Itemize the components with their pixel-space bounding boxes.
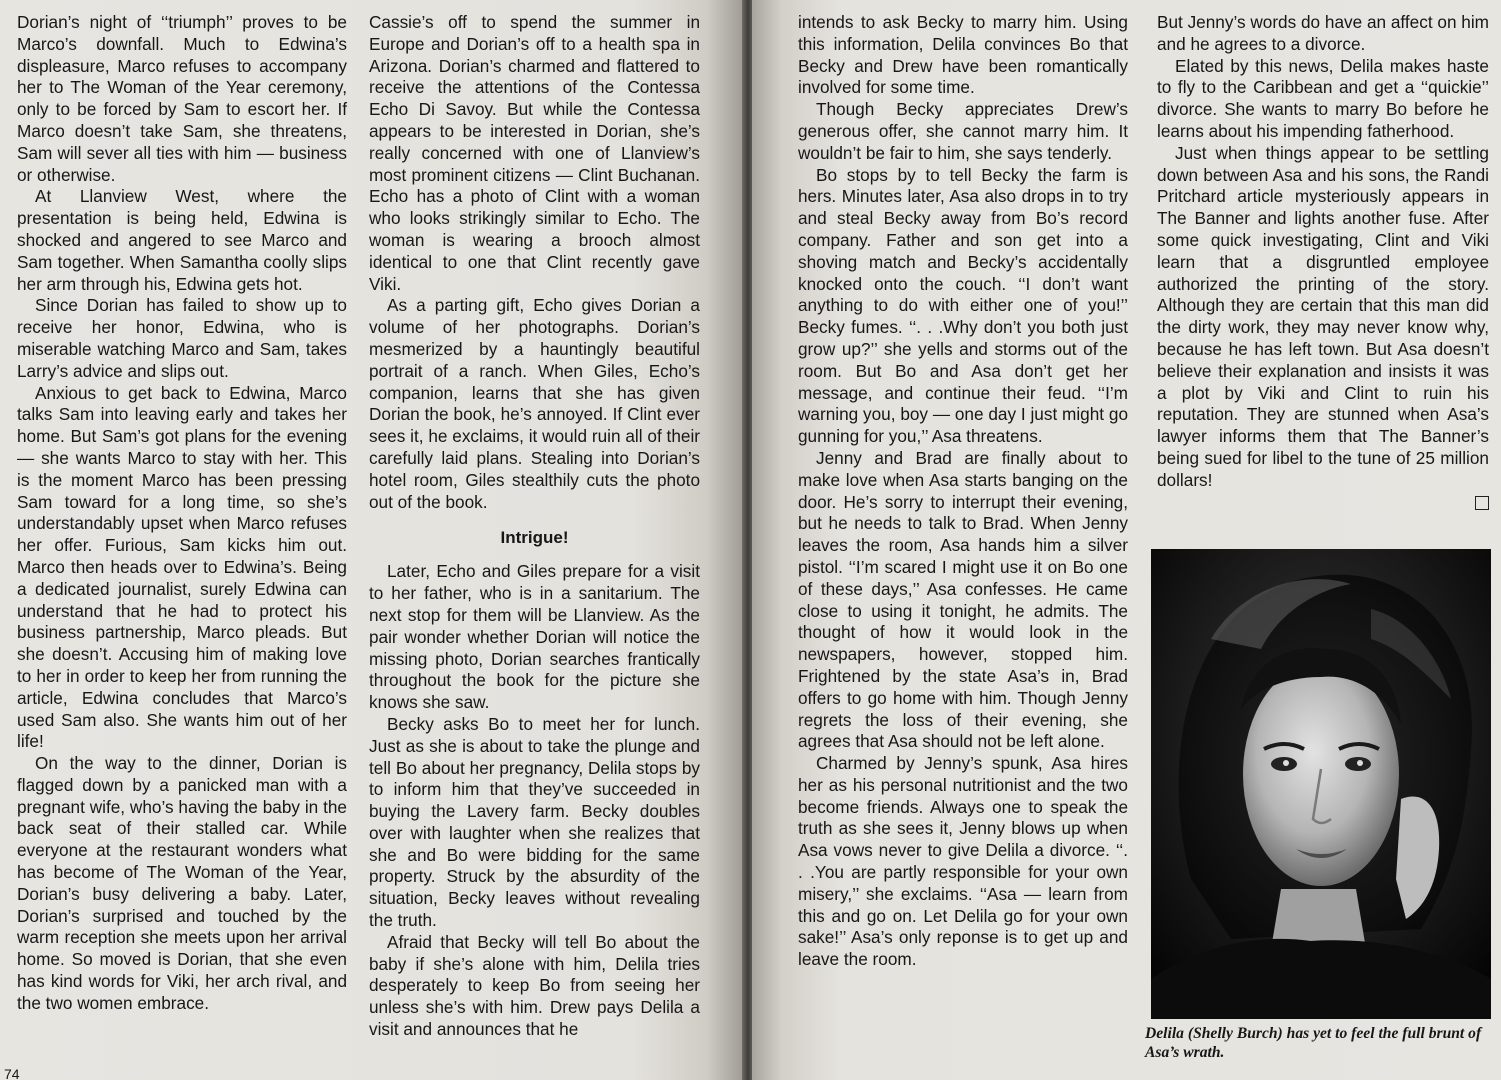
right-page [752, 0, 1501, 1080]
portrait-photo-art [1151, 549, 1491, 1019]
paragraph: Dorian’s night of ‘‘triumph’’ proves to be Marco’s downfall. Much to Edwina’s displeasure, Marco refuses to accompany her to The Woman of the Year ceremony, only to be forced by Sam to escort her. If Marco doesn’t take Sam, she threatens, Sam will sever all ties with him — business or otherwise. [17, 12, 347, 185]
paragraph: Since Dorian has failed to show up to receive her honor, Edwina, who is miserable watching Marco and Sam, takes Larry’s advice and slips out. [17, 295, 347, 381]
paragraph: At Llanview West, where the presentation is being held, Edwina is shocked and angered to see Marco and Sam together. When Samantha coolly slips her arm through his, Edwina gets hot. [17, 186, 347, 294]
left-column-1 [17, 12, 347, 1015]
paragraph: Though Becky appreciates Drew’s generous offer, she cannot marry him. It wouldn’t be fair to him, she says tenderly. [798, 99, 1128, 163]
paragraph: Cassie’s off to spend the summer in Europe and Dorian’s off to a health spa in Arizona. Dorian’s charmed and flattered to receive the attentions of the Contessa Echo Di Savoy. But while the Contessa appears to be interested in Dorian, she’s really concerned with one of Llanview’s most prominent citizens — Clint Buchanan. Echo has a photo of Clint with a woman who looks strikingly similar to Echo. The woman is wearing a brooch almost identical to one that Clint recently gave Viki. [369, 12, 700, 294]
paragraph: Afraid that Becky will tell Bo about the baby if she’s alone with him, Delila tries desperately to keep Bo from seeing her unless she’s with him. Drew pays Delila a visit and announces that he [369, 931, 700, 1040]
paragraph: Anxious to get back to Edwina, Marco talks Sam into leaving early and takes her home. But Sam’s got plans for the evening — she wants Marco to stay with her. This is the moment Marco has been pressing Sam toward for a long time, so she’s understandably upset when Marco refuses her offer. Furious, Sam kicks him out. Marco then heads over to Edwina’s. Being a dedicated journalist, surely Edwina can understand that he had to protect his business partnership, Marco pleads. But she doesn’t. Accusing him of making love to her in order to keep her from running the article, Edwina concludes that Marco’s used Sam also. She wants him out of her life! [17, 382, 347, 752]
page-number: 74 [4, 1066, 20, 1080]
left-page [0, 0, 744, 1080]
end-of-article-box-icon [1475, 496, 1489, 510]
paragraph: Charmed by Jenny’s spunk, Asa hires her as his personal nutritionist and the two become friends. Always one to speak the truth as she sees it, Jenny blows up when Asa vows never to give Delila a divorce. ‘‘. . .You are partly responsible for your own misery,’’ she exclaims. ‘‘Asa — learn from this and go on. Let Delila go for your own sake!’’ Asa’s only reponse is to get up and leave the room. [798, 753, 1128, 970]
section-subhead: Intrigue! [500, 528, 569, 548]
paragraph: Bo stops by to tell Becky the farm is hers. Minutes later, Asa also drops in to try and steal Becky away from Bo’s record company. Father and son get into a shoving match and Becky’s accidentally knocked onto the couch. ‘‘I don’t want anything to do with either one of you!’’ Becky fumes. ‘‘. . .Why don’t you both just grow up?’’ she yells and storms out of the room. But Bo and Asa don’t get her message, and continue their feud. ‘‘I’m warning you, boy — one day I just might go gunning for you,’’ Asa threatens. [798, 164, 1128, 447]
paragraph: Becky asks Bo to meet her for lunch. Just as she is about to take the plunge and tell Bo about her pregnancy, Delila stops by to inform him that they’ve succeeded in buying the Lavery farm. Becky doubles over with laughter when she realizes that she and Bo were bidding for the same property. Struck by the absurdity of the situation, Becky leaves without revealing the truth. [369, 713, 700, 931]
right-column-1 [798, 12, 1128, 971]
paragraph: Just when things appear to be settling down between Asa and his sons, the Randi Pritchard article mysteriously appears in The Banner and lights another fuse. After some quick investigating, Clint and Viki learn that a disgruntled employee authorized the printing of the story. Although they are certain that this man did the dirty work, they may never know why, because he has left town. But Asa doesn’t believe their explanation and insists it was a plot by Viki and Clint to ruin his reputation. They are stunned when Asa’s lawyer informs them that The Banner’s being sued for libel to the tune of 25 million dollars! [1157, 142, 1489, 490]
paragraph: Jenny and Brad are finally about to make love when Asa starts banging on the door. He’s sorry to interrupt their evening, but he needs to talk to Brad. When Jenny leaves the room, Asa hands him a silver pistol. ‘‘I’m scared I might use it on Bo one of these days,’’ Asa confesses. He came close to using it tonight, he admits. The thought of how it would look in the newspapers, however, stopped him. Frightened by the state Asa’s in, Brad offers to go home with him. Though Jenny regrets the loss of their evening, she agrees that Asa should not be left alone. [798, 447, 1128, 752]
paragraph: But Jenny’s words do have an affect on him and he agrees to a divorce. [1157, 12, 1489, 54]
paragraph: On the way to the dinner, Dorian is flagged down by a panicked man with a pregnant wife, who’s having the baby in the back seat of their stalled car. While everyone at the restaurant wonders what has become of The Woman of the Year, Dorian’s busy delivering a baby. Later, Dorian’s surprised and touched by the warm reception she meets upon her arrival home. So moved is Dorian, that she even has kind words for Viki, her arch rival, and the two women embrace. [17, 753, 347, 1013]
paragraph: As a parting gift, Echo gives Dorian a volume of her photographs. Dorian’s mesmerized by a hauntingly beautiful portrait of a ranch. When Giles, Echo’s companion, learns that she has given Dorian the book, he’s annoyed. If Clint ever sees it, he exclaims, it would ruin all of their carefully laid plans. Stealing into Dorian’s hotel room, Giles stealthily cuts the photo out of the book. [369, 295, 700, 512]
portrait-photo [1151, 549, 1491, 1019]
paragraph: Elated by this news, Delila makes haste to fly to the Caribbean and get a ‘‘quickie’’ divorce. She wants to marry Bo before he learns about his impending fatherhood. [1157, 55, 1489, 141]
right-column-2 [1157, 12, 1489, 510]
paragraph: Later, Echo and Giles prepare for a visit to her father, who is in a sanitarium. The next stop for them will be Llanview. As the pair wonder whether Dorian will notice the missing photo, Dorian searches frantically throughout the book for the picture she knows she saw. [369, 561, 700, 713]
photo-caption: Delila (Shelly Burch) has yet to feel the full brunt of Asa’s wrath. [1145, 1025, 1482, 1061]
left-column-2 [369, 12, 700, 1041]
paragraph: intends to ask Becky to marry him. Using this information, Delila convinces Bo that Becky and Drew have been romantically involved for some time. [798, 12, 1128, 98]
